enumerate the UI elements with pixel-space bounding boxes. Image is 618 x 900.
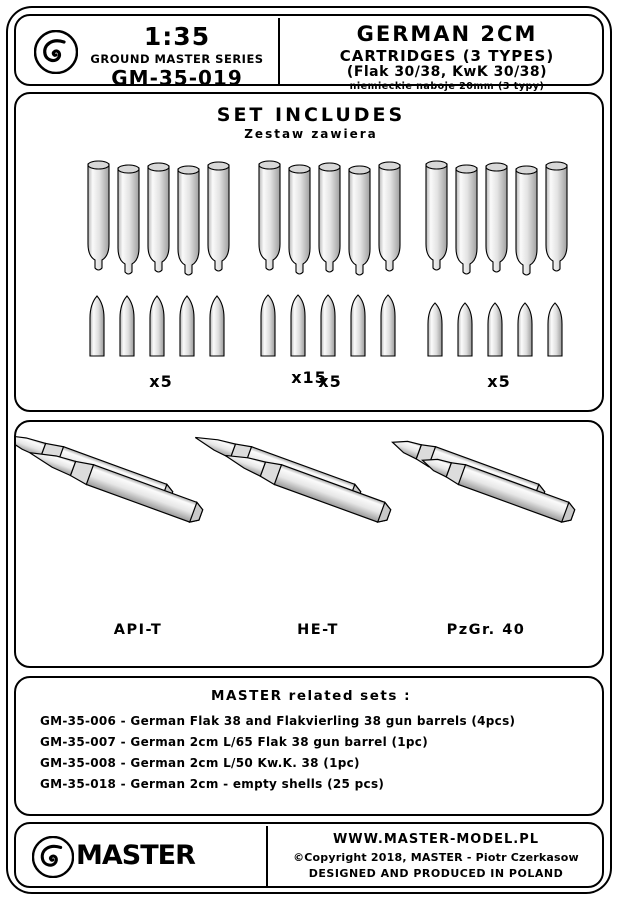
set-includes-panel: [14, 92, 604, 412]
cartridge-types-panel: [14, 420, 604, 668]
projectile-quantity-2: x5: [318, 372, 342, 391]
product-code: GM-35-019: [111, 66, 243, 90]
related-sets-panel: [14, 676, 604, 816]
master-swirl-logo-icon: [32, 836, 74, 878]
copyright-text: ©Copyright 2018, MASTER - Piotr Czerkasow: [293, 851, 579, 864]
product-title-polish: niemieckie naboje 20mm (3 typy): [349, 81, 545, 92]
list-item: GM-35-006 - German Flak 38 and Flakvierling 38 gun barrels (4pcs): [40, 714, 516, 728]
list-item: GM-35-018 - German 2cm - empty shells (25 pcs): [40, 777, 385, 791]
master-swirl-logo-icon: [34, 30, 78, 74]
projectile-quantity-3: x5: [487, 372, 511, 391]
cartridge-type-label-3: PzGr. 40: [446, 622, 526, 638]
list-item: GM-35-008 - German 2cm L/50 Kw.K. 38 (1pc): [40, 756, 360, 770]
cases-quantity: x15: [291, 368, 327, 387]
header-panel: [14, 14, 604, 92]
footer-panel: [14, 822, 604, 888]
scale-label: 1:35: [143, 22, 211, 51]
projectiles-illustration: [16, 294, 606, 364]
header-divider: [278, 18, 280, 86]
assembled-cartridges-illustration: [16, 434, 602, 624]
website-url[interactable]: WWW.MASTER-MODEL.PL: [332, 832, 540, 847]
cartridge-type-label-1: API-T: [113, 622, 163, 638]
series-label: GROUND MASTER SERIES: [90, 52, 264, 66]
footer-divider: [266, 826, 268, 888]
list-item: GM-35-007 - German 2cm L/65 Flak 38 gun barrel (1pc): [40, 735, 428, 749]
cartridge-type-label-2: HE-T: [297, 622, 339, 638]
related-sets-title: MASTER related sets :: [211, 688, 411, 704]
product-variants: (Flak 30/38, KwK 30/38): [346, 64, 548, 80]
brand-name: MASTER: [76, 840, 195, 871]
set-includes-subtitle: Zestaw zawiera: [244, 127, 378, 141]
product-subtitle: CARTRIDGES (3 TYPES): [339, 47, 555, 65]
projectile-quantity-1: x5: [149, 372, 173, 391]
set-includes-title: SET INCLUDES: [216, 104, 406, 126]
product-title: GERMAN 2CM: [356, 22, 538, 46]
origin-text: DESIGNED AND PRODUCED IN POLAND: [308, 867, 564, 880]
related-sets-list: [40, 714, 590, 798]
